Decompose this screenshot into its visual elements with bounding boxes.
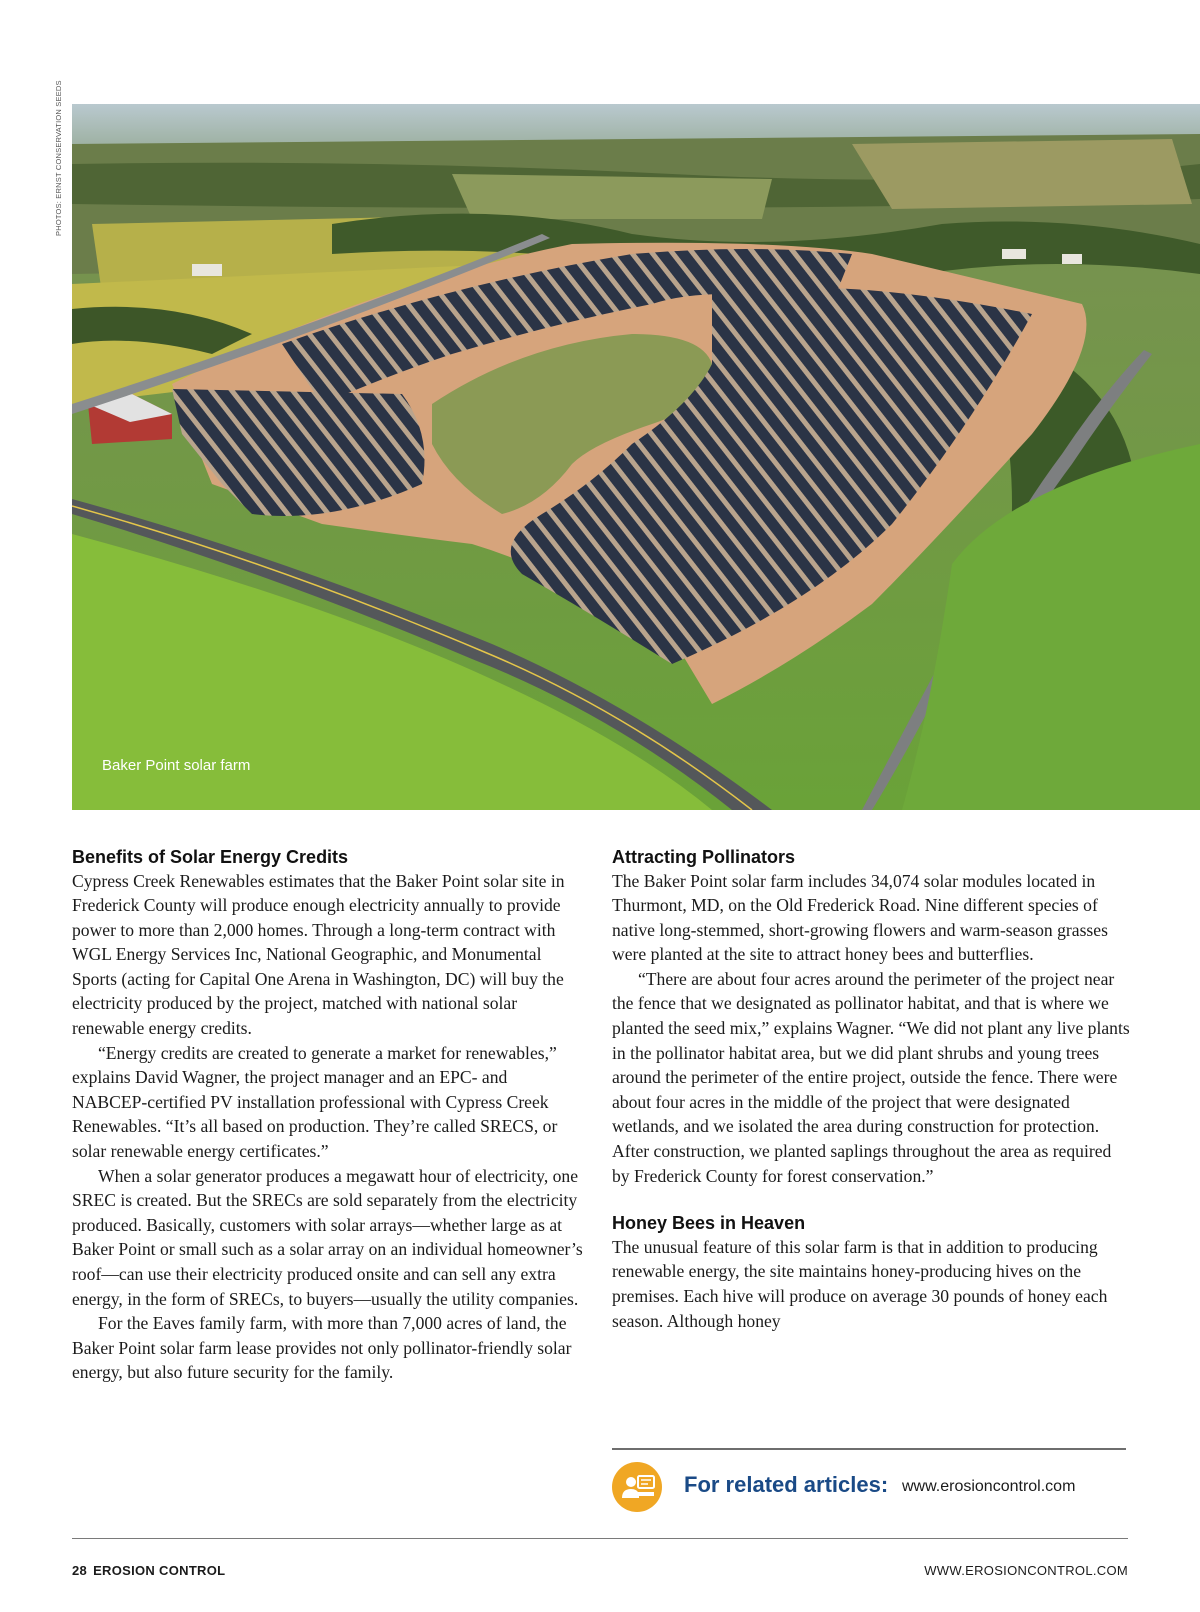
section-spacer [612,1188,1132,1212]
paragraph: The unusual feature of this solar farm is that in addition to producing renewable energy, the site maintains honey-producing hives on the premises. Each hive will produce on average 30 pounds of honey each season. Although honey [612,1236,1108,1331]
heading-benefits: Benefits of Solar Energy Credits [72,847,349,867]
related-articles [612,1448,1126,1516]
paragraph: “There are about four acres around the perimeter of the project near the fence that we designated as pollinator habitat, and that is where we planted the seed mix,” explains Wagner. “We did not plant any live plants in the pollinator habitat area, but we did plant shrubs and young trees around the perimeter of the entire project, outside the fence. There were about four acres in the middle of the project that were designated wetlands, and we isolated the area during construction for protection. After construction, we planted saplings throughout the area as required by Frederick County for forest conservation.” [612,968,1130,1186]
paragraph: The Baker Point solar farm includes 34,074 solar modules located in Thurmont, MD, on the Old Frederick Road. Nine different species of native long-stemmed, short-growing flowers and warm-season grasses were planted at the site to attract honey bees and butterflies. [612,870,1108,965]
right-column [612,846,1132,1333]
publication-name: EROSION CONTROL [93,1563,226,1578]
photo-caption: Baker Point solar farm [102,757,251,774]
footer-website[interactable]: WWW.EROSIONCONTROL.COM [924,1563,1128,1578]
solar-farm-illustration [72,104,1200,810]
heading-pollinators: Attracting Pollinators [612,847,796,867]
paragraph: Cypress Creek Renewables estimates that the Baker Point solar site in Frederick County will produce enough electricity annually to provide power to more than 2,000 homes. Through a long-term contract with WGL Energy Services Inc, National Geographic, and Monumental Sports (acting for Capital One Arena in Washington, DC) will buy the electricity produced by the project, matched with national solar renewable energy credits. [72,870,565,1039]
photo-credit: PHOTOS: ERNST CONSERVATION SEEDS [54,80,63,236]
aerial-photo [72,104,1200,810]
heading-honey-bees: Honey Bees in Heaven [612,1213,806,1234]
folio [72,1563,225,1578]
related-url-link[interactable]: www.erosioncontrol.com [902,1478,1076,1495]
related-label: For related articles: [684,1472,889,1497]
paragraph: When a solar generator produces a megawatt hour of electricity, one SREC is created. But the SRECs are sold separately from the electricity produced. Basically, customers with solar arrays—whether large as at Baker Point or small such as a solar array on an individual homeowner’s roof—can use their electricity produced onsite and can sell any extra energy, in the form of SRECs, to buyers—usually the utility companies. [72,1165,583,1309]
page-number: 28 [72,1563,88,1578]
reader-icon [612,1462,662,1512]
left-column [72,846,586,1385]
paragraph: For the Eaves family farm, with more than 7,000 acres of land, the Baker Point solar farm lease provides not only pollinator-friendly solar energy, but also future security for the family. [72,1313,572,1383]
paragraph: “Energy credits are created to generate a market for renewables,” explains David Wagner, the project manager and an EPC- and NABCEP-certified PV installation professional with Cypress Creek Renewables. “It’s all based on production. They’re called SRECS, or solar renewable energy certificates.” [72,1042,558,1162]
footer-rule [72,1538,1128,1539]
